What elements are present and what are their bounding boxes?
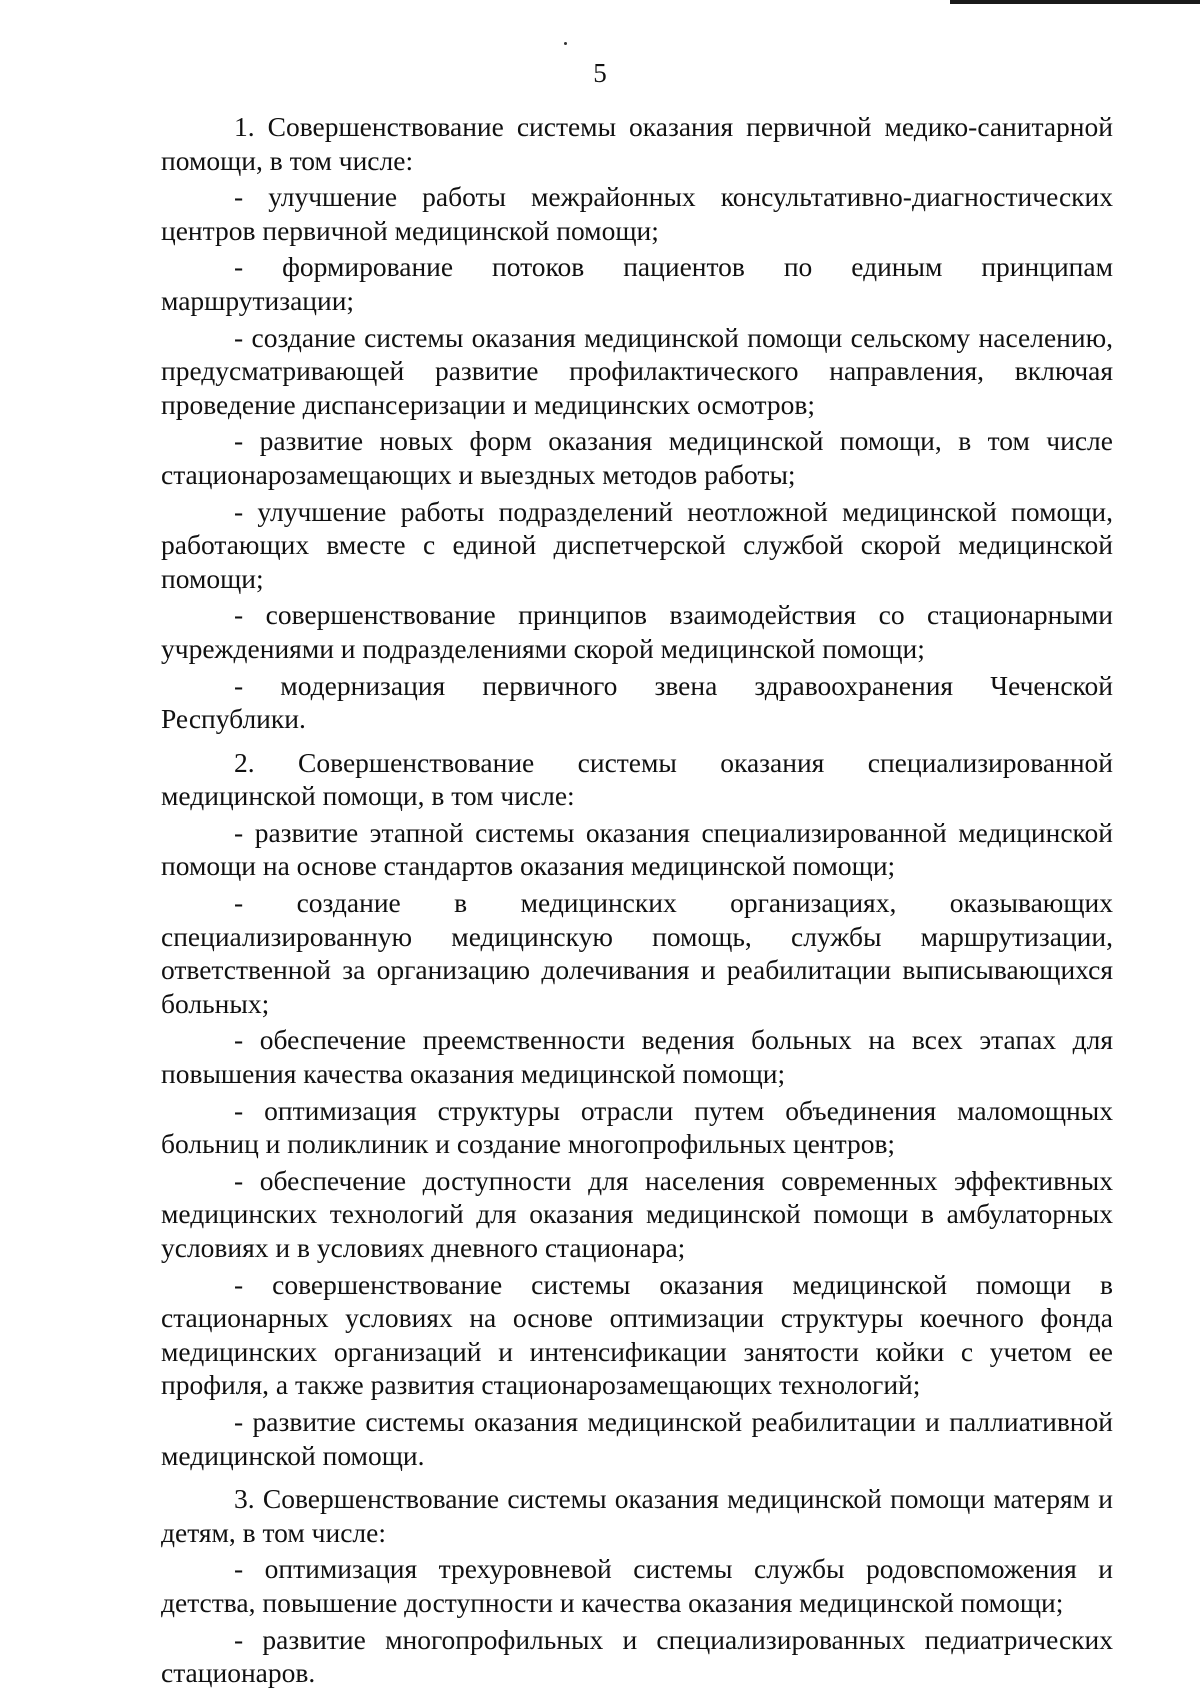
list-item: - оптимизация трехуровневой системы службы родовспоможения и детства, повышение доступности и качества оказания медицинской помощи; [161, 1553, 1113, 1618]
list-item: - обеспечение преемственности ведения больных на всех этапах для повышения качества оказания медицинской помощи; [161, 1024, 1113, 1090]
section-heading: 1. Совершенствование системы оказания первичной медико-санитарной помощи, в том числе: [161, 111, 1113, 176]
list-item: - улучшение работы межрайонных консультативно-диагностических центров первичной медицинской помощи; [161, 181, 1113, 246]
list-item: - обеспечение доступности для населения современных эффективных медицинских технологий для оказания медицинской помощи в амбулаторных условиях и в условиях дневного стационара; [161, 1164, 1113, 1263]
section-heading: 3. Совершенствование системы оказания медицинской помощи матерям и детям, в том числе: [161, 1483, 1113, 1548]
section-3 [161, 1482, 1113, 1690]
document-body [161, 110, 1113, 1700]
list-item: - создание системы оказания медицинской помощи сельскому населению, предусматривающей развитие профилактического направления, включая проведение диспансеризации и медицинских осмотров; [161, 321, 1113, 420]
list-item: - совершенствование системы оказания медицинской помощи в стационарных условиях на основе оптимизации структуры коечного фонда медицинских организаций и интенсификации занятости койки с учетом ее профиля, а также развития стационарозамещающих технологий; [161, 1268, 1113, 1401]
scan-speck [564, 42, 567, 45]
list-item: - развитие этапной системы оказания специализированной медицинской помощи на основе стандартов оказания медицинской помощи; [161, 816, 1113, 882]
page-number: 5 [593, 58, 607, 88]
list-item: - формирование потоков пациентов по единым принципам маршрутизации; [161, 251, 1113, 316]
section-1 [161, 110, 1113, 736]
section-2 [161, 746, 1113, 1472]
list-item: - создание в медицинских организациях, оказывающих специализированную медицинскую помощь, службы маршрутизации, ответственной за организацию долечивания и реабилитации выписывающихся больных; [161, 887, 1113, 1019]
list-item: - развитие новых форм оказания медицинской помощи, в том числе стационарозамещающих и выездных методов работы; [161, 425, 1113, 490]
list-item: - совершенствование принципов взаимодействия со стационарными учреждениями и подразделениями скорой медицинской помощи; [161, 599, 1113, 664]
list-item: - улучшение работы подразделений неотложной медицинской помощи, работающих вместе с единой диспетчерской службой скорой медицинской помощи; [161, 495, 1113, 594]
section-heading: 2. Совершенствование системы оказания специализированной медицинской помощи, в том числе: [161, 746, 1113, 812]
top-edge-line [950, 0, 1200, 4]
list-item: - развитие многопрофильных и специализированных педиатрических стационаров. [161, 1623, 1113, 1689]
list-item: - модернизация первичного звена здравоохранения Чеченской Республики. [161, 669, 1113, 735]
list-item: - оптимизация структуры отрасли путем объединения маломощных больниц и поликлиник и создание многопрофильных центров; [161, 1094, 1113, 1160]
list-item: - развитие системы оказания медицинской реабилитации и паллиативной медицинской помощи. [161, 1405, 1113, 1471]
